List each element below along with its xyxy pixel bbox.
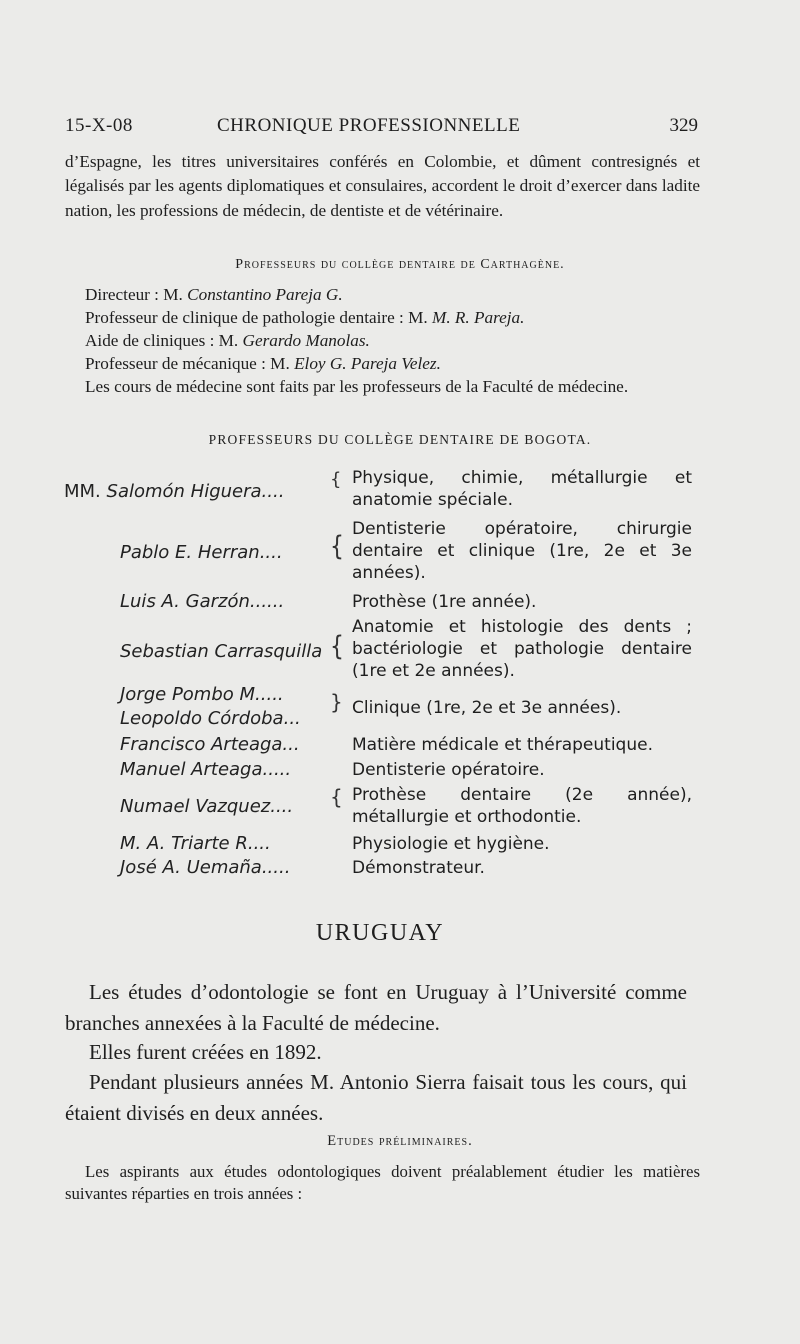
cartagena-heading: Professeurs du collège dentaire de Carthagène. [235,257,565,272]
staff-subject: Dentisterie opératoire. [352,760,545,780]
staff-name: José A. Uemaña..... [120,857,291,878]
section-title-uruguay: URUGUAY [315,920,445,946]
prelim-heading: Etudes préliminaires. [327,1133,473,1149]
staff-subject: Anatomie et histologie des dents ; bactériologie et pathologie dentaire (1re et 2e années). [352,617,692,681]
uruguay-paragraph: Les études d’odontologie se font en Uruguay à l’Université comme branches annexées à la Faculté de médecine. [65,980,687,1035]
faculty-line: Professeur de mécanique : M. Eloy G. Pareja Velez. [85,354,441,373]
faculty-line: Professeur de clinique de pathologie dentaire : M. M. R. Pareja. [85,308,525,327]
staff-name: Sebastian Carrasquilla [120,641,323,662]
staff-name: Francisco Arteaga... [120,734,300,755]
cartagena-note: Les cours de médecine sont faits par les professeurs de la Faculté de médecine. [85,377,629,396]
header-title: CHRONIQUE PROFESSIONNELLE [217,115,521,136]
uruguay-paragraph: Pendant plusieurs années M. Antonio Sierra faisait tous les cours, qui étaient divisés en deux années. [65,1070,687,1125]
staff-subject: Prothèse (1re année). [352,592,537,612]
brace: { [330,632,344,663]
cartagena-faculty-list [65,283,700,398]
running-header [65,115,698,143]
staff-subject: Démonstrateur. [352,858,485,878]
prelim-paragraph: Les aspirants aux études odontologiques doivent préalablement étudier les matières suivantes réparties en trois années : [65,1162,700,1203]
faculty-line: Aide de cliniques : M. Gerardo Manolas. [85,331,370,350]
uruguay-paragraph: Elles furent créées en 1892. [89,1040,322,1064]
staff-name: M. A. Triarte R.... [120,833,271,854]
brace: { [330,469,342,490]
staff-name: Luis A. Garzón...... [120,591,285,612]
header-date: 15-X-08 [65,115,133,136]
brace: { [330,785,343,809]
staff-subject: Physique, chimie, métallurgie et anatomie spéciale. [352,468,692,510]
staff-name: Numael Vazquez.... [120,796,294,817]
staff-subject: Prothèse dentaire (2e année), métallurgie et orthodontie. [352,785,692,827]
staff-name: MM. Salomón Higuera.... [64,481,285,502]
staff-name: Pablo E. Herran.... [120,542,283,563]
staff-name: Jorge Pombo M..... [120,684,284,705]
page-number: 329 [669,115,698,136]
staff-subject: Clinique (1re, 2e et 3e années). [352,698,622,718]
staff-name: Leopoldo Córdoba... [120,708,301,729]
faculty-line: Directeur : M. Constantino Pareja G. [85,285,343,304]
brace: } [330,690,343,714]
staff-subject: Matière médicale et thérapeutique. [352,735,653,755]
staff-subject: Physiologie et hygiène. [352,834,550,854]
bogota-heading: PROFESSEURS DU COLLÈGE DENTAIRE DE BOGOTA. [208,432,592,447]
staff-name: Manuel Arteaga..... [120,759,292,780]
staff-subject: Dentisterie opératoire, chirurgie dentaire et clinique (1re, 2e et 3e années). [352,519,692,583]
brace: { [330,532,344,563]
intro-paragraph: d’Espagne, les titres universitaires conférés en Colombie, et dûment contresignés et légalisés par les agents diplomatiques et consulaires, accordent le droit d’exercer dans ladite nation, les professions de médecin, de dentiste et de vétérinaire. [65,152,700,220]
